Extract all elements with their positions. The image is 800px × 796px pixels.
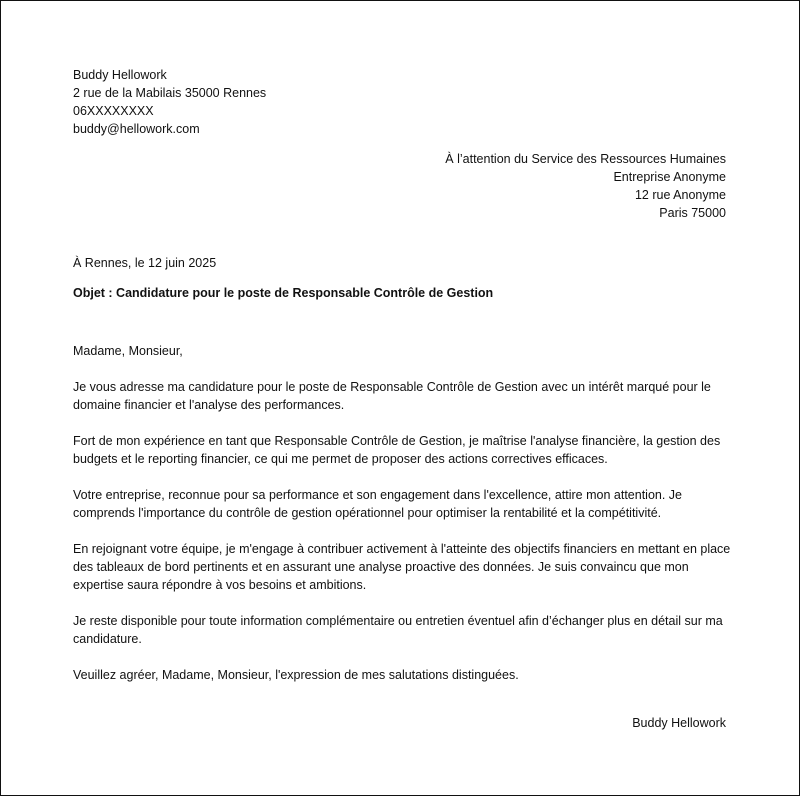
recipient-street: 12 rue Anonyme [634,188,726,202]
date-line: À Rennes, le 12 juin 2025 [73,256,217,270]
recipient-city: Paris 75000 [659,206,726,220]
body-paragraph: Votre entreprise, reconnue pour sa performance et son engagement dans l'excellence, attire mon attention. Je comprends l'importance du contrôle de gestion opérationnel pour optimiser la rentabilité et la compétitivité. [73,488,683,520]
signature: Buddy Hellowork [632,716,726,730]
recipient-attention: À l’attention du Service des Ressources Humaines [445,152,726,166]
body-paragraph: Fort de mon expérience en tant que Responsable Contrôle de Gestion, je maîtrise l'analyse financière, la gestion des budgets et le reporting financier, ce qui me permet de proposer des actions correctives efficaces. [73,434,721,466]
body-paragraph: Je reste disponible pour toute information complémentaire ou entretien éventuel afin d’échanger plus en détail sur ma candidature. [73,614,723,646]
body-paragraph: En rejoignant votre équipe, je m'engage à contribuer activement à l'atteinte des objectifs financiers en mettant en place des tableaux de bord pertinents et en assurant une analyse proactive des données. Je suis convaincu que mon expertise saura répondre à vos besoins et ambitions. [73,542,731,592]
recipient-company: Entreprise Anonyme [613,170,726,184]
salutation: Madame, Monsieur, [73,344,183,358]
sender-block [73,66,266,138]
sender-phone: 06XXXXXXXX [73,104,154,118]
letter-body [73,342,733,702]
body-paragraph: Je vous adresse ma candidature pour le poste de Responsable Contrôle de Gestion avec un intérêt marqué pour le domaine financier et l'analyse des performances. [73,380,711,412]
sender-address: 2 rue de la Mabilais 35000 Rennes [73,86,267,100]
recipient-block [445,150,726,222]
subject-line: Objet : Candidature pour le poste de Responsable Contrôle de Gestion [73,286,494,300]
closing-paragraph: Veuillez agréer, Madame, Monsieur, l'expression de mes salutations distinguées. [73,668,519,682]
sender-name: Buddy Hellowork [73,68,167,82]
sender-email: buddy@hellowork.com [73,122,200,136]
